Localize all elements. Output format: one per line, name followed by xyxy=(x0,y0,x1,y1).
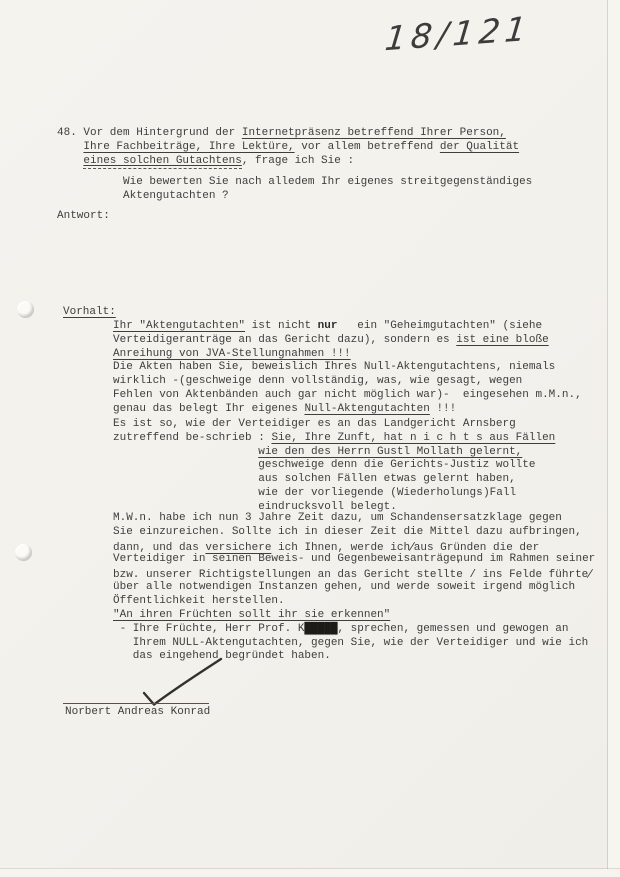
text-line xyxy=(113,334,582,348)
text-segment: , frage ich Sie : xyxy=(241,154,355,167)
text-segment: 48. Vor dem Hintergrund der xyxy=(57,127,242,139)
text-segment xyxy=(57,141,83,153)
text-segment: Verteidigeranträge an das Gericht dazu), sondern es xyxy=(113,333,457,346)
paper-edge-bottom xyxy=(0,868,620,869)
text-segment xyxy=(57,155,83,167)
text-segment: Aktengutachten ? xyxy=(57,190,229,203)
text-line xyxy=(113,403,582,417)
text-segment: M.W.n. habe ich nun 3 Jahre Zeit dazu, um Schandensersatzklage gegen xyxy=(113,512,562,524)
text-line xyxy=(113,418,555,432)
text-segment: - Ihre Früchte, Herr Prof. K xyxy=(113,622,305,635)
text-line xyxy=(63,306,116,320)
text-segment: bzw. unserer Richtigstellungen an das Gericht stellte / ins Felde führte xyxy=(113,569,589,582)
text-line xyxy=(113,389,582,403)
paper-edge-right xyxy=(607,0,608,877)
text-segment: / xyxy=(587,567,593,581)
text-line xyxy=(113,432,555,446)
text-line xyxy=(113,595,595,609)
text-segment: genau das belegt Ihr eigenes xyxy=(113,402,305,415)
text-segment: und im Rahmen seiner xyxy=(463,553,596,566)
vorhalt-paragraph-1 xyxy=(113,320,582,417)
text-segment: ist nicht xyxy=(245,320,318,332)
text-line xyxy=(57,155,532,169)
punch-hole-top xyxy=(17,301,34,318)
text-segment: wie der vorliegende (Wiederholung xyxy=(113,486,477,499)
text-segment: wirklich -(geschweige denn vollständig, was, wie gesagt, wegen xyxy=(113,375,523,388)
vorhalt-label xyxy=(63,306,116,320)
text-segment: Wie bewerten Sie nach alledem Ihr eigenes streitgegenständiges xyxy=(57,176,533,189)
text-segment: Antwort: xyxy=(57,210,110,222)
text-segment: Null-Aktengutachten xyxy=(304,402,430,415)
paper-edge-right-strip xyxy=(608,0,620,877)
text-segment: "An ihren Früchten sollt ihr sie erkennen" xyxy=(113,609,391,621)
text-segment: Anreihung von JVA-Stellungnahmen !!! xyxy=(113,347,351,360)
signature-name: Norbert Andreas Konrad xyxy=(65,706,211,718)
text-segment: Die Akten haben Sie, beweislich Ihres Null-Aktengutachtens, niemals xyxy=(113,361,556,374)
text-line xyxy=(113,473,555,487)
text-line xyxy=(113,581,595,595)
vorhalt-paragraph-2 xyxy=(113,418,555,515)
text-segment: ich Ihnen, werde ich xyxy=(271,541,411,554)
text-segment: !!! xyxy=(429,402,457,415)
text-segment: Sie, Ihre Zunft, hat n i c h t s aus Fällen xyxy=(271,431,556,444)
text-line xyxy=(113,526,595,540)
vorhalt-paragraph-3 xyxy=(113,512,595,609)
text-segment: über alle notwendigen Instanzen gehen, und werde soweit irgend möglich xyxy=(113,580,576,593)
text-segment: eines solchen Gutachtens xyxy=(83,155,241,170)
text-line xyxy=(57,127,532,141)
text-segment: s- xyxy=(476,486,477,499)
text-segment: ist eine bloße xyxy=(456,333,549,346)
text-segment: dann, und das xyxy=(113,541,206,554)
text-segment: Vorhalt: xyxy=(63,306,116,318)
text-segment: )Fall xyxy=(483,486,517,499)
text-segment: vor allem betreffend xyxy=(294,140,440,153)
text-segment: das eingehend begründet haben. xyxy=(113,650,331,663)
text-line xyxy=(113,348,582,362)
text-line xyxy=(113,487,555,501)
punch-hole-bottom xyxy=(15,544,32,561)
text-segment: Ihre Fachbeiträge, Ihre Lektüre, xyxy=(83,140,295,153)
text-line xyxy=(113,623,588,637)
text-segment: Verteidiger in seinen Beweis- und Gegenbeweisanträge xyxy=(113,553,457,566)
text-line xyxy=(57,141,532,155)
text-segment: versichere xyxy=(205,541,272,554)
text-segment: wie den des Herrn Gustl Mollath gelernt, xyxy=(258,445,523,458)
text-line xyxy=(113,375,582,389)
text-line xyxy=(113,609,588,623)
text-segment xyxy=(113,446,258,458)
text-line xyxy=(113,637,588,651)
text-segment: Öffentlichkeit herstellen. xyxy=(113,594,285,607)
text-segment: / xyxy=(409,539,415,553)
text-segment: n, xyxy=(456,553,457,566)
text-segment: aus solchen Fällen etwas gelernt haben, xyxy=(113,473,516,486)
text-segment: , sprechen, gemessen und gewogen an xyxy=(337,622,569,635)
antwort-label xyxy=(57,210,110,224)
handwritten-page-number: 18/121 xyxy=(383,8,534,59)
text-segment: aus Gründen die der xyxy=(413,541,540,554)
text-line xyxy=(113,446,555,460)
text-line xyxy=(113,320,582,334)
text-segment: Sie einzureichen. Sollte ich in dieser Zeit die Mittel dazu aufbringen, xyxy=(113,525,582,538)
text-segment: zutreffend be-schrieb : xyxy=(113,431,272,444)
text-line xyxy=(57,176,532,190)
text-line xyxy=(113,512,595,526)
text-segment: Ihr "Aktengutachten" xyxy=(113,320,246,332)
text-line xyxy=(113,553,595,567)
text-segment: Fehlen von Aktenbänden auch gar nicht möglich war)- eingesehen m.M.n., xyxy=(113,388,582,401)
question-48 xyxy=(57,127,532,204)
text-segment: Internetpräsenz betreffend Ihrer Person, xyxy=(241,127,506,139)
text-segment: nur xyxy=(317,320,338,332)
text-segment: geschweige denn die Gerichts-Justiz wollte xyxy=(113,459,536,472)
text-line xyxy=(113,459,555,473)
text-segment: Ihrem NULL-Aktengutachten, gegen Sie, wie der Verteidiger und wie ich xyxy=(113,636,589,649)
text-line xyxy=(113,361,582,375)
text-line xyxy=(57,210,110,224)
signature-rule xyxy=(63,703,209,704)
text-segment: ein "Geheimgutachten" (siehe xyxy=(337,320,543,332)
text-segment: eindrucksvoll belegt. xyxy=(113,500,397,513)
text-line xyxy=(113,567,595,581)
paper-edge-bottom-strip xyxy=(0,869,620,877)
text-segment: Es ist so, wie der Verteidiger es an das Landgericht Arnsberg xyxy=(113,418,516,430)
redacted-name: █████ xyxy=(304,622,338,635)
text-line xyxy=(57,190,532,204)
text-segment: der Qualität xyxy=(439,140,520,153)
text-line xyxy=(113,650,588,664)
vorhalt-paragraph-4 xyxy=(113,609,588,664)
text-line xyxy=(113,540,595,554)
